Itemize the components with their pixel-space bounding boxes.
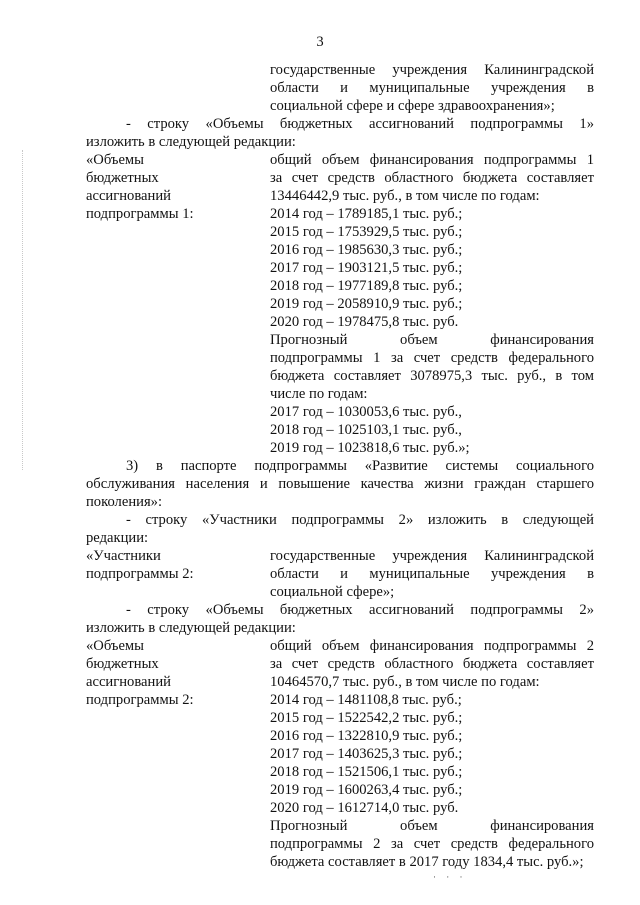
p1-intro-line: изложить в следующей редакции: bbox=[86, 134, 296, 150]
sub1-year-line: 2018 год – 1977189,8 тыс. руб.; bbox=[270, 278, 463, 294]
sub2-left bbox=[86, 637, 270, 871]
sub1-forecast-line: бюджета составляет 3078975,3 тыс. руб., в том bbox=[270, 368, 594, 384]
sub1-forecast-line: подпрограммы 1 за счет средств федерального bbox=[270, 350, 594, 366]
sub1-fed-year-line: 2017 год – 1030053,6 тыс. руб., bbox=[270, 404, 462, 420]
p3-intro-line: обслуживания населения и повышение качества жизни граждан старшего bbox=[86, 476, 594, 492]
sub1-total-line: общий объем финансирования подпрограммы 1 bbox=[270, 152, 594, 168]
p3-intro-line: 3) в паспорте подпрограммы «Развитие системы социального bbox=[126, 458, 594, 474]
p2-intro-line: - строку «Объемы бюджетных ассигнований подпрограммы 2» bbox=[126, 602, 594, 618]
sub2-funding bbox=[86, 637, 594, 871]
sub1-fed-year-line: 2019 год – 1023818,6 тыс. руб.»; bbox=[270, 440, 470, 456]
scan-margin-dots bbox=[22, 150, 25, 470]
sub1-year-line: 2016 год – 1985630,3 тыс. руб.; bbox=[270, 242, 463, 258]
sub1-left-line: бюджетных bbox=[86, 170, 159, 186]
top-block bbox=[86, 61, 594, 115]
sub1-year-line: 2017 год – 1903121,5 тыс. руб.; bbox=[270, 260, 463, 276]
p2-intro bbox=[86, 601, 594, 637]
sub1-left bbox=[86, 151, 270, 457]
sub1-left-line: «Объемы bbox=[86, 152, 144, 168]
participants2-left-line: подпрограммы 2: bbox=[86, 566, 194, 582]
sub1-left-line: ассигнований bbox=[86, 188, 171, 204]
sub1-forecast-line: числе по годам: bbox=[270, 386, 368, 402]
sub2-left-line: «Объемы bbox=[86, 638, 144, 654]
sub2-left-line: подпрограммы 2: bbox=[86, 692, 194, 708]
sub2-year-line: 2014 год – 1481108,8 тыс. руб.; bbox=[270, 692, 462, 708]
participants-intro-line: редакции: bbox=[86, 530, 149, 546]
sub2-forecast-line: бюджета составляет в 2017 году 1834,4 тыс. руб.»; bbox=[270, 854, 584, 870]
sub1-total-line: 13446442,9 тыс. руб., в том числе по годам: bbox=[270, 188, 540, 204]
p3-intro-line: поколения»: bbox=[86, 494, 163, 510]
sub2-year-line: 2020 год – 1612714,0 тыс. руб. bbox=[270, 800, 459, 816]
sub1-total-line: за счет средств областного бюджета составляет bbox=[270, 170, 594, 186]
p1-intro-line: - строку «Объемы бюджетных ассигнований подпрограммы 1» bbox=[126, 116, 594, 132]
top-block-left bbox=[86, 61, 270, 115]
top-line: области и муниципальные учреждения в bbox=[270, 80, 594, 96]
sub1-year-line: 2019 год – 2058910,9 тыс. руб.; bbox=[270, 296, 463, 312]
page-number: 3 bbox=[316, 34, 324, 50]
sub1-forecast-line: Прогнозный объем финансирования bbox=[270, 332, 594, 348]
scan-marks: · · · bbox=[433, 872, 467, 882]
sub2-year-line: 2017 год – 1403625,3 тыс. руб.; bbox=[270, 746, 463, 762]
document-body bbox=[86, 61, 594, 871]
sub2-year-line: 2019 год – 1600263,4 тыс. руб.; bbox=[270, 782, 463, 798]
sub2-left-line: ассигнований bbox=[86, 674, 171, 690]
p1-intro bbox=[86, 115, 594, 151]
p3-intro bbox=[86, 457, 594, 511]
participants-intro-line: - строку «Участники подпрограммы 2» изложить в следующей bbox=[126, 512, 594, 528]
sub1-right bbox=[270, 151, 594, 457]
participants2-left-line: «Участники bbox=[86, 548, 161, 564]
participants2-right-line: социальной сфере»; bbox=[270, 584, 395, 600]
sub1-year-line: 2014 год – 1789185,1 тыс. руб.; bbox=[270, 206, 463, 222]
participants2-right-line: области и муниципальные учреждения в bbox=[270, 566, 594, 582]
p2-intro-line: изложить в следующей редакции: bbox=[86, 620, 296, 636]
sub2-total-line: 10464570,7 тыс. руб., в том числе по годам: bbox=[270, 674, 540, 690]
sub2-forecast-line: Прогнозный объем финансирования bbox=[270, 818, 594, 834]
sub2-total-line: за счет средств областного бюджета составляет bbox=[270, 656, 594, 672]
sub1-year-line: 2020 год – 1978475,8 тыс. руб. bbox=[270, 314, 459, 330]
sub2-forecast-line: подпрограммы 2 за счет средств федерального bbox=[270, 836, 594, 852]
sub1-funding bbox=[86, 151, 594, 457]
participants2-right bbox=[270, 547, 594, 601]
sub2-left-line: бюджетных bbox=[86, 656, 159, 672]
sub1-left-line: подпрограммы 1: bbox=[86, 206, 194, 222]
participants2-left bbox=[86, 547, 270, 601]
sub2-year-line: 2015 год – 1522542,2 тыс. руб.; bbox=[270, 710, 463, 726]
participants2 bbox=[86, 547, 594, 601]
sub2-total-line: общий объем финансирования подпрограммы 2 bbox=[270, 638, 594, 654]
sub1-fed-year-line: 2018 год – 1025103,1 тыс. руб., bbox=[270, 422, 462, 438]
top-line: социальной сфере и сфере здравоохранения»; bbox=[270, 98, 555, 114]
participants-intro bbox=[86, 511, 594, 547]
participants2-right-line: государственные учреждения Калининградской bbox=[270, 548, 594, 564]
sub1-year-line: 2015 год – 1753929,5 тыс. руб.; bbox=[270, 224, 463, 240]
sub2-year-line: 2018 год – 1521506,1 тыс. руб.; bbox=[270, 764, 463, 780]
sub2-year-line: 2016 год – 1322810,9 тыс. руб.; bbox=[270, 728, 463, 744]
sub2-right bbox=[270, 637, 594, 871]
top-block-right bbox=[270, 61, 594, 115]
top-line: государственные учреждения Калининградской bbox=[270, 62, 594, 78]
